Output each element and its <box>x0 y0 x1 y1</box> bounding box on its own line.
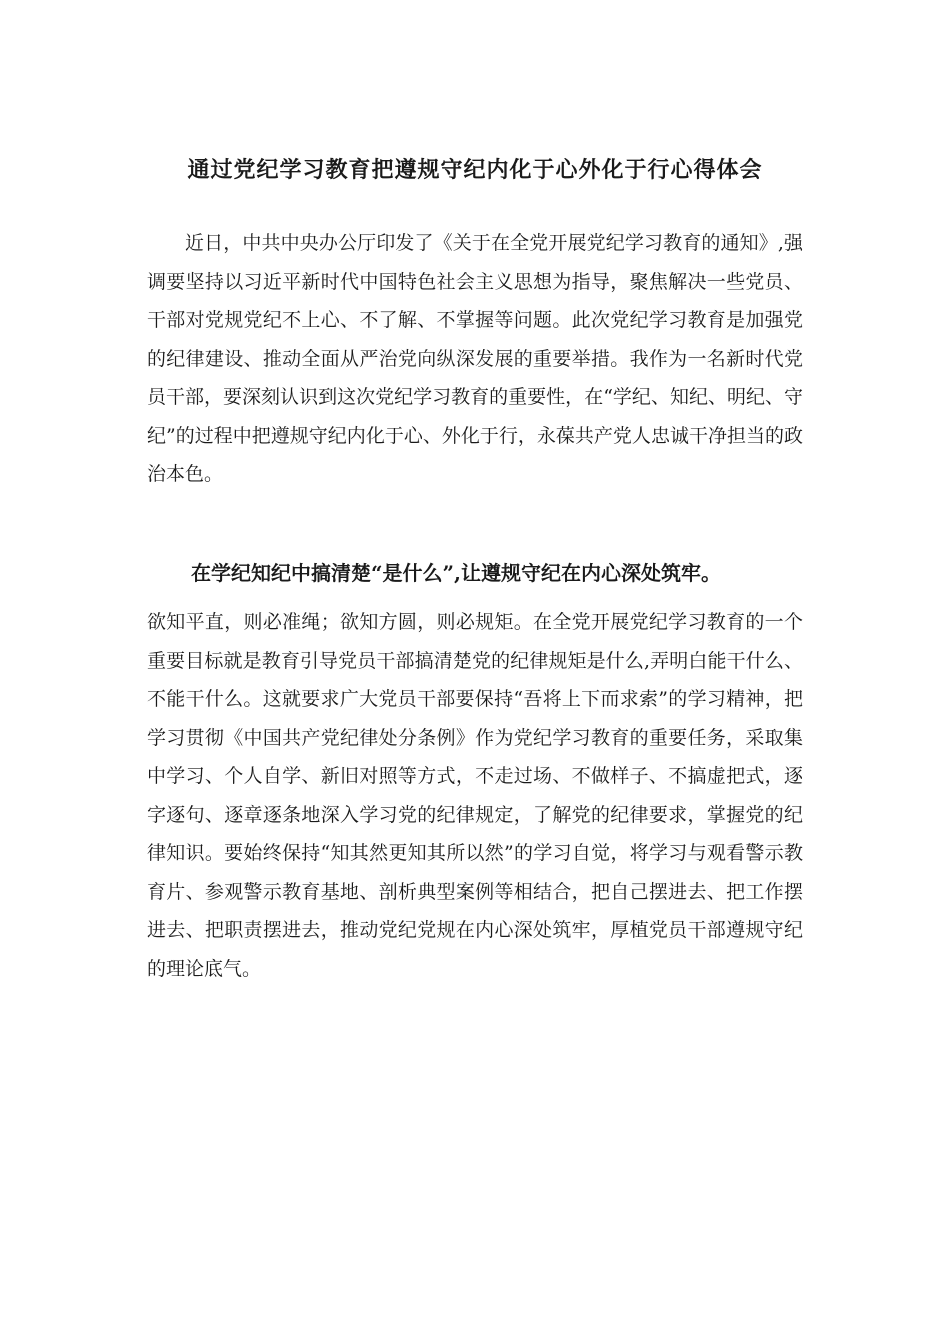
paragraph-section-body: 欲知平直，则必准绳；欲知方圆，则必规矩。在全党开展党纪学习教育的一个重要目标就是教育引导党员干部搞清楚党的纪律规矩是什么,弄明白能干什么、不能干什么。这就要求广大党员干部要保持“吾将上下而求索”的学习精神，把学习贯彻《中国共产党纪律处分条例》作为党纪学习教育的重要任务，采取集中学习、个人自学、新旧对照等方式，不走过场、不做样子、不搞虚把式，逐字逐句、逐章逐条地深入学习党的纪律规定，了解党的纪律要求，掌握党的纪律知识。要始终保持“知其然更知其所以然”的学习自觉，将学习与观看警示教育片、参观警示教育基地、剖析典型案例等相结合，把自己摆进去、把工作摆进去、把职责摆进去，推动党纪党规在内心深处筑牢，厚植党员干部遵规守纪的理论底气。 <box>147 611 803 980</box>
section-heading: 在学纪知纪中搞清楚“是什么”,让遵规守纪在内心深处筑牢。 <box>191 561 721 585</box>
paragraph-intro: 近日，中共中央办公厅印发了《关于在全党开展党纪学习教育的通知》,强调要坚持以习近平新时代中国特色社会主义思想为指导，聚焦解决一些党员、干部对党规党纪不上心、不了解、不掌握等问题。此次党纪学习教育是加强党的纪律建设、推动全面从严治党向纵深发展的重要举措。我作为一名新时代党员干部，要深刻认识到这次党纪学习教育的重要性，在“学纪、知纪、明纪、守纪”的过程中把遵规守纪内化于心、外化于行，永葆共产党人忠诚干净担当的政治本色。 <box>147 232 803 485</box>
document-title: 通过党纪学习教育把遵规守纪内化于心外化于行心得体会 <box>187 157 763 183</box>
